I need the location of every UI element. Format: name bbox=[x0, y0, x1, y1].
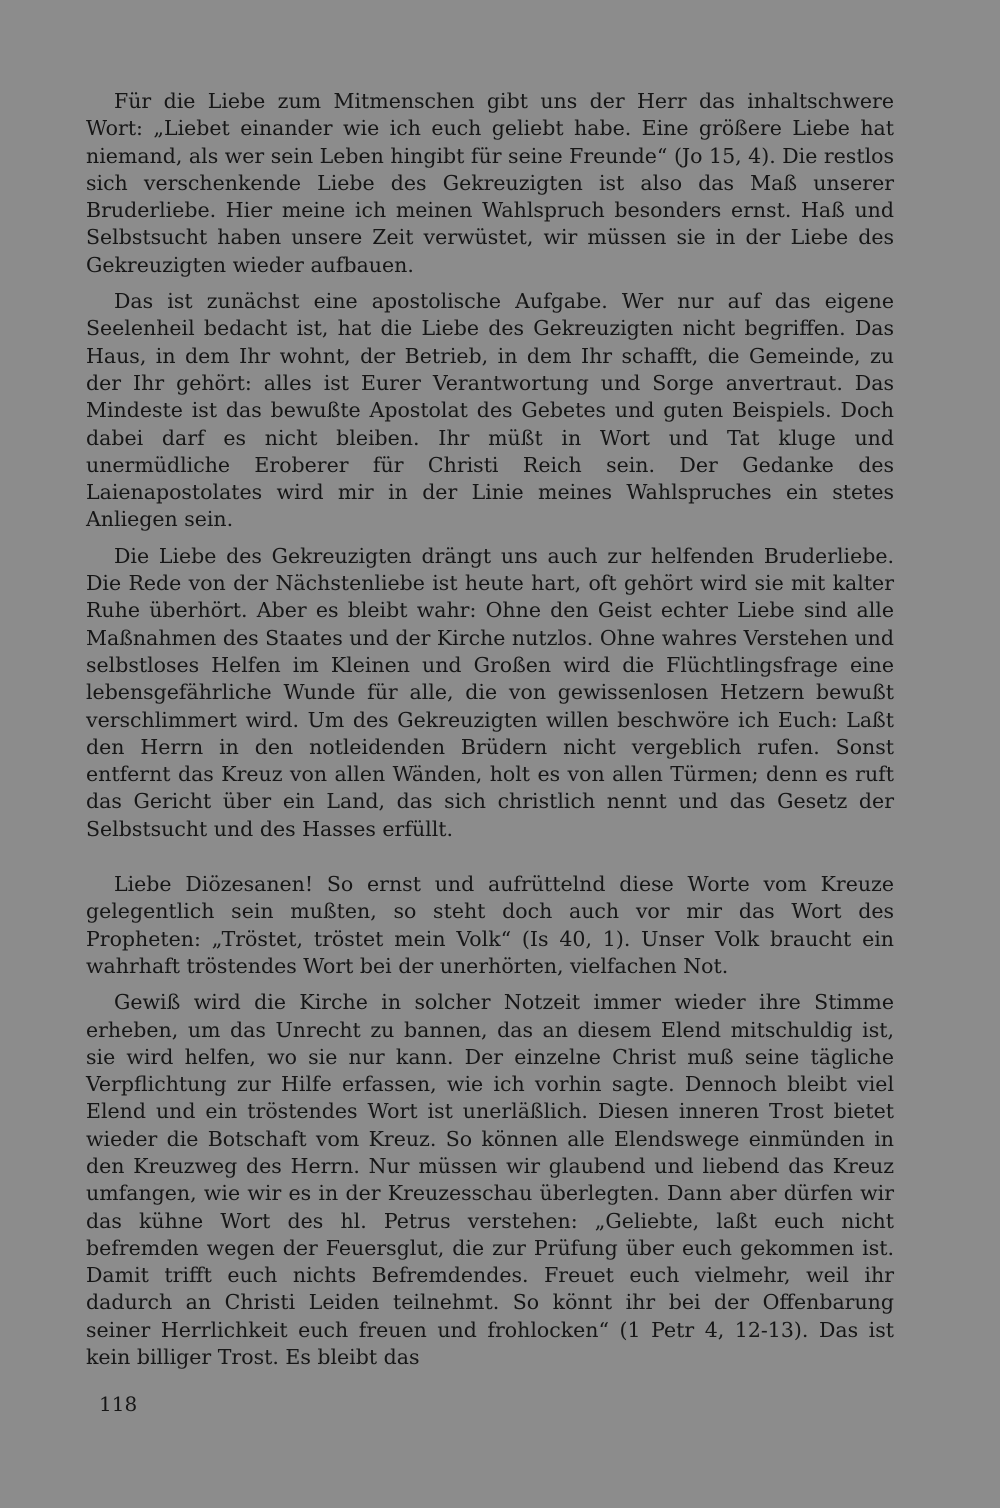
paragraph-consolation: Gewiß wird die Kirche in solcher Notzeit immer wieder ihre Stimme erheben, um das Unrecht zu bannen, das an diesem Elend mitschuldig ist, sie wird helfen, wo sie nur kann. Der einzelne Christ muß seine tägliche Verpflichtung zur Hilfe erfassen, wie ich vorhin sagte. Dennoch bleibt viel Elend und ein tröstendes Wort ist unerläßlich. Diesen inneren Trost bietet wieder die Botschaft vom Kreuz. So können alle Elendswege einmünden in den Kreuzweg des Herrn. Nur müssen wir glaubend und liebend das Kreuz umfangen, wie wir es in der Kreuzesschau überlegten. Dann aber dürfen wir das kühne Wort des hl. Petrus verstehen: „Geliebte, laßt euch nicht befremden wegen der Feuersglut, die zur Prüfung über euch gekommen ist. Damit trifft euch nichts Befremdendes. Freuet euch vielmehr, weil ihr dadurch an Christi Leiden teilnehmt. So könnt ihr bei der Offenbarung seiner Herrlichkeit euch freuen und frohlocken“ (1 Petr 4, 12-13). Das ist kein billiger Trost. Es bleibt das bbox=[86, 990, 894, 1370]
paragraph-helping-love: Die Liebe des Gekreuzigten drängt uns auch zur helfenden Bruderliebe. Die Rede von der Nächstenliebe ist heute hart, oft gehört wird sie mit kalter Ruhe überhört. Aber es bleibt wahr: Ohne den Geist echter Liebe sind alle Maßnahmen des Staates und der Kirche nutzlos. Ohne wahres Verstehen und selbstloses Helfen im Kleinen und Großen wird die Flüchtlingsfrage eine lebensgefährliche Wunde für alle, die von gewissenlosen Hetzern bewußt verschlimmert wird. Um des Gekreuzigten willen beschwöre ich Euch: Laßt den Herrn in den notleidenden Brüdern nicht vergeblich rufen. Sonst entfernt das Kreuz von allen Wänden, holt es von allen Türmen; denn es ruft das Gericht über ein Land, das sich christlich nennt und das Gesetz der Selbstsucht und des Hasses erfüllt. bbox=[86, 543, 894, 841]
paragraph-apostolic-task: Das ist zunächst eine apostolische Aufgabe. Wer nur auf das eigene Seelenheil bedacht ist, hat die Liebe des Gekreuzigten nicht begriffen. Das Haus, in dem Ihr wohnt, der Betrieb, in dem Ihr schafft, die Gemeinde, zu der Ihr gehört: alles ist Eurer Verantwortung und Sorge anvertraut. Das Mindeste ist das bewußte Apostolat des Gebetes und guten Beispiels. Doch dabei darf es nicht bleiben. Ihr müßt in Wort und Tat kluge und unermüdliche Eroberer für Christi Reich sein. Der Gedanke des Laienapostolates wird mir in der Linie meines Wahlspruches ein stetes Anliegen sein. bbox=[86, 289, 894, 532]
paragraph-love-of-neighbor: Für die Liebe zum Mitmenschen gibt uns der Herr das inhaltschwere Wort: „Liebet einander wie ich euch geliebt habe. Eine größere Liebe hat niemand, als wer sein Leben hingibt für seine Freunde“ (Jo 15, 4). Die restlos sich verschenkende Liebe des Gekreuzigten ist also das Maß unserer Bruderliebe. Hier meine ich meinen Wahlspruch besonders ernst. Haß und Selbstsucht haben unsere Zeit verwüstet, wir müssen sie in der Liebe des Gekreuzigten wieder aufbauen. bbox=[86, 89, 894, 277]
paragraph-dear-diocesans: Liebe Diözesanen! So ernst und aufrüttelnd diese Worte vom Kreuze gelegentlich sein mußten, so steht doch auch vor mir das Wort des Propheten: „Tröstet, tröstet mein Volk“ (Is 40, 1). Unser Volk braucht ein wahrhaft tröstendes Wort bei der unerhörten, vielfachen Not. bbox=[86, 872, 894, 978]
page-number: 118 bbox=[99, 1392, 138, 1416]
page-body bbox=[86, 88, 894, 1371]
